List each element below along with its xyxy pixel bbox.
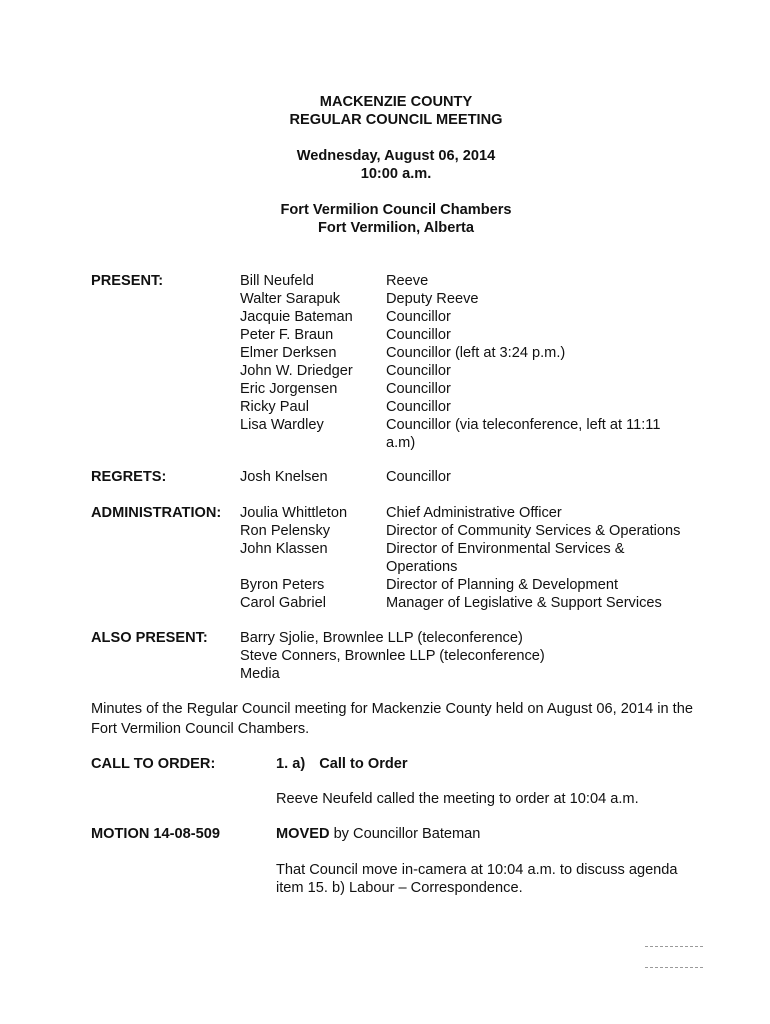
agenda-item-number: 1. a) (276, 756, 306, 772)
also-present-label: ALSO PRESENT: (91, 630, 208, 646)
administration-name: Carol Gabriel (240, 595, 326, 611)
regrets-names (240, 468, 328, 486)
meeting-title: REGULAR COUNCIL MEETING (289, 112, 503, 128)
minutes-intro: Minutes of the Regular Council meeting for Mackenzie County held on August 06, 2014 in the Fort Vermilion Council Chambers. (91, 701, 693, 737)
regrets-label: REGRETS: (91, 469, 167, 485)
regrets-name: Josh Knelsen (240, 469, 328, 485)
meeting-date: Wednesday, August 06, 2014 (296, 148, 496, 164)
present-roles (386, 272, 686, 452)
present-role: Councillor (386, 309, 451, 325)
administration-role: Chief Administrative Officer (386, 505, 562, 521)
initials-line (645, 946, 703, 949)
also-present-line: Media (240, 666, 280, 682)
present-name: Ricky Paul (240, 399, 309, 415)
present-role: Deputy Reeve (386, 291, 479, 307)
administration-role: Director of Environmental Services & Operations (386, 541, 625, 575)
administration-label: ADMINISTRATION: (91, 505, 222, 521)
administration-role: Director of Planning & Development (386, 577, 618, 593)
administration-name: Byron Peters (240, 577, 325, 593)
present-names (240, 272, 353, 434)
motion-moved (276, 825, 706, 843)
agenda-item-heading (276, 755, 706, 773)
also-present-line: Barry Sjolie, Brownlee LLP (teleconference) (240, 630, 523, 646)
present-role: Councillor (386, 327, 451, 343)
present-name: Lisa Wardley (240, 417, 324, 433)
present-role: Councillor (386, 363, 451, 379)
administration-names (240, 504, 347, 612)
administration-roles (386, 504, 681, 612)
regrets-role: Councillor (386, 469, 451, 485)
moved-by: by Councillor Bateman (329, 826, 481, 842)
location-city: Fort Vermilion, Alberta (318, 220, 474, 236)
call-to-order-label: CALL TO ORDER: (91, 756, 216, 772)
meeting-time: 10:00 a.m. (360, 166, 432, 182)
present-name: John W. Driedger (240, 363, 353, 379)
location-venue: Fort Vermilion Council Chambers (280, 202, 512, 218)
present-name: Peter F. Braun (240, 327, 334, 343)
present-label: PRESENT: (91, 273, 164, 289)
present-name: Bill Neufeld (240, 273, 314, 289)
meeting-location (0, 201, 770, 237)
present-role: Reeve (386, 273, 429, 289)
present-name: Jacquie Bateman (240, 309, 353, 325)
administration-role: Manager of Legislative & Support Services (386, 595, 662, 611)
also-present-line: Steve Conners, Brownlee LLP (teleconference) (240, 648, 545, 664)
present-name: Elmer Derksen (240, 345, 337, 361)
administration-name: John Klassen (240, 541, 328, 557)
present-role: Councillor (via teleconference, left at 11:11 a.m) (386, 417, 661, 451)
present-role: Councillor (386, 381, 451, 397)
motion-number: MOTION 14-08-509 (91, 826, 220, 842)
present-role: Councillor (left at 3:24 p.m.) (386, 345, 566, 361)
administration-name: Joulia Whittleton (240, 505, 348, 521)
present-role: Councillor (386, 399, 451, 415)
initials-line (645, 967, 703, 970)
document-header (0, 93, 770, 129)
call-to-order-text: Reeve Neufeld called the meeting to order at 10:04 a.m. (276, 791, 639, 807)
also-present-list (240, 629, 660, 683)
meeting-datetime (0, 147, 770, 183)
motion-text: That Council move in-camera at 10:04 a.m. to discuss agenda item 15. b) Labour – Correspondence. (276, 862, 678, 896)
present-name: Walter Sarapuk (240, 291, 341, 307)
administration-role: Director of Community Services & Operations (386, 523, 681, 539)
administration-name: Ron Pelensky (240, 523, 331, 539)
regrets-roles (386, 468, 706, 486)
agenda-item-title: Call to Order (319, 756, 408, 772)
county-name: MACKENZIE COUNTY (319, 94, 473, 110)
moved-keyword: MOVED (276, 826, 330, 842)
present-name: Eric Jorgensen (240, 381, 338, 397)
